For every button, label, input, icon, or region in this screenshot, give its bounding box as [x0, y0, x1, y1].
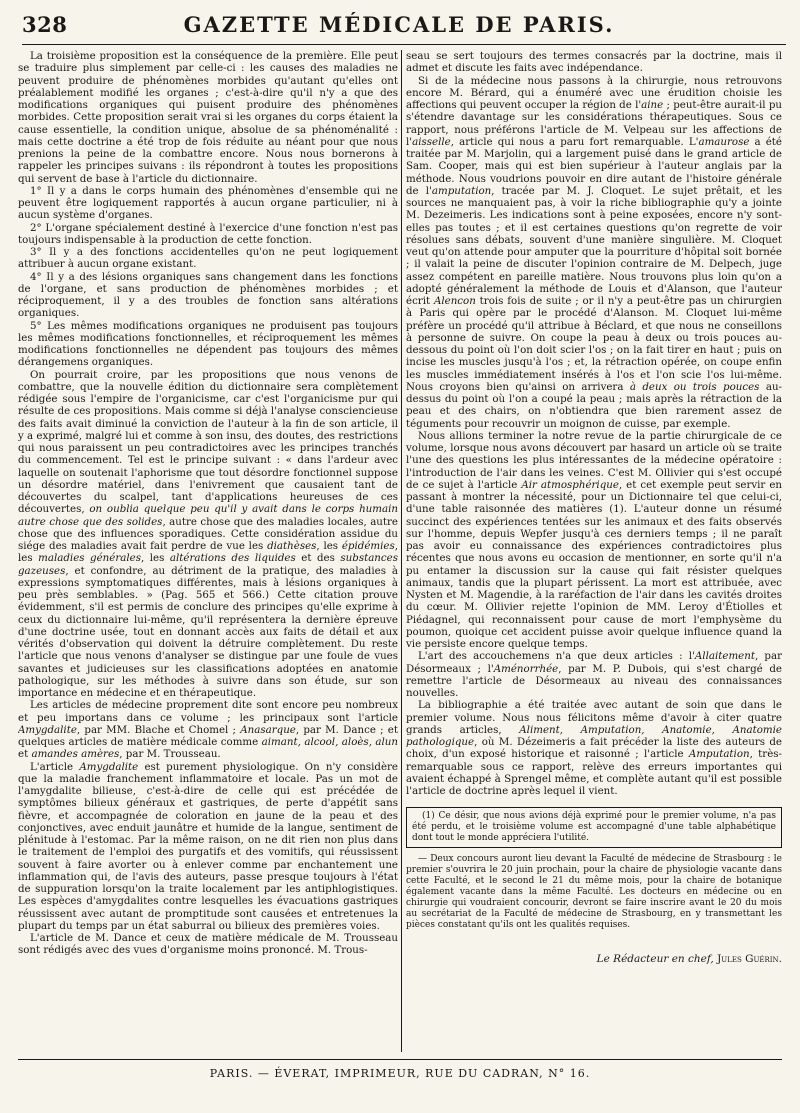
signature-name: Jules Guérin. — [717, 953, 782, 966]
announcement — [406, 854, 782, 931]
italic-run: on oublia quelque peu qu'il y avait dans le corps humain autre chose que des solides — [18, 503, 398, 528]
text-run: , article qui nous a paru fort remarquable. L' — [450, 135, 699, 148]
text-run: Les articles de médecine proprement dite sont encore peu nombreux et peu importans dans ce volume ; les principaux sont l'article — [18, 699, 398, 724]
italic-run: Amygdalite — [79, 760, 139, 773]
text-run: , par MM. Blache et Chomel ; — [76, 723, 241, 736]
text-run: ; peut-être aurait-il pu s'étendre davantage sur les considérations thérapeutiques. Sous ce rapport, nous préférons l'article de M. Velpeau sur les affections de l' — [406, 99, 782, 148]
text-run: La bibliographie a été traitée avec autant de soin que dans le premier volume. Nous nous félicitons même d'avoir à citer quatre grands articles, — [406, 699, 782, 736]
announcement-text: — Deux concours auront lieu devant la Faculté de médecine de Strasbourg : le premier s'ouvrira le 20 juin prochain, pour la chaire de physiologie vacante dans cette Faculté, et le second le 21 du même mois, pour la chaire de botanique également vacante dans la même Faculté. Les docteurs en médecine ou en chirurgie qui voudraient concourir, devront se faire inscrire avant le 20 du mois au secrétariat de la Faculté de médecine de Strasbourg, en y transmettant les pièces constatant qu'ils ont les qualités requises. — [406, 854, 782, 931]
text-run: est purement physiologique. On n'y considère que la maladie franchement inflammatoire et locale. Pas un mot de l'amygdalite bilieuse, c'est-à-dire de celle qui est précédée de symptômes bilieux généraux et gastriques, de perte d'appétit sans fièvre, et accompagnée de coloration en jaune de la peau et des conjonctives, avec enduit jaunâtre et humide de la langue, sentiment de plénitude à l'estomac. Par la même raison, on ne dit rien non plus dans le traitement de l'emploi des purgatifs et des vomitifs, qui réussissent souvent à faire avorter ou à enlever comme par enchantement une inflammation qui, de l'avis des auteurs, passe presque toujours à l'état de suppuration lorsqu'on la traite localement par les antiphlogistiques. Les espèces d'amygdalites contre lesquelles les évacuations gastriques réussissent avec autant de promptitude sont causées et entretenues la plupart du temps par un état saburral ou bilieux des premières voies. — [18, 760, 398, 932]
text-run: , les — [316, 540, 342, 552]
italic-run: Allaitement — [694, 650, 755, 663]
italic-run: Aménorrhée — [493, 662, 559, 675]
text-run: , par M. Dance ; et quelques articles de matière médicale comme — [18, 723, 398, 748]
paragraph — [406, 75, 782, 430]
text-run: , et cet exemple peut servir en passant à montrer la nécessité, pour un Dictionnaire tel que celui-ci, d'une table raisonnée des matières (1). L'auteur donne un résumé succinct des expériences tentées sur les animaux et des faits observés sur l'homme, depuis Wepfer jusqu'à ces derniers temps ; il ne paraît pas avoir eu connaissance des expériences contradictoires plus récentes que nous avons eu occasion de mentionner, en sorte qu'il n'a pu entamer la discussion sur la cause qui fait résister quelques animaux, tandis que la plupart périssent. La mort est attribuée, avec Nysten et M. Magendie, à la raréfaction de l'air dans les cavités droites du cœur. M. Ollivier rejette l'opinion de MM. Leroy d'Étiolles et Piédagnel, qui reconnaissent pour cause de mort l'emphysème du poumon, quoique cet accident puisse avoir quelque influence quand la vie persiste encore quelque temps. — [406, 478, 782, 650]
italic-run: maladies générales — [38, 552, 141, 565]
italic-run: Alencon — [433, 295, 476, 307]
journal-title: GAZETTE MÉDICALE DE PARIS. — [183, 12, 615, 37]
italic-run: Amygdalite — [18, 723, 77, 736]
paragraph: 5° Les mêmes modifications organiques ne produisent pas toujours les mêmes modifications fonctionnelles, et réciproquement les mêmes modifications fonctionnelles ne dépendent pas toujours des mêmes dérangemens organiques. — [18, 319, 398, 369]
text-run: L'art des accouchemens n'a que deux articles : l' — [418, 650, 695, 663]
italic-run: à deux ou trois pouces — [629, 380, 760, 393]
text-run: On pourrait croire, par les propositions que nous venons de combattre, que la nouvelle édition du dictionnaire sera complètement rédigée sous l'empire de l'organicisme, car c'est l'organicisme pur qui résulte de ces propositions. Mais comme si déjà l'analyse consciencieuse des faits avait diminué la conviction de l'auteur à la fin de son article, il y a exprimé, malgré lui et comme à son insu, des doutes, des restrictions qui nous paraissent un peu contradictoires avec les principes tranchés du commencement. Tel est le principe suivant : « dans l'ardeur avec laquelle on soutenait l'aphorisme que tout désordre fonctionnel suppose un désordre matériel, dans l'enivrement que causaient tant de découvertes du scalpel, tant d'applications heureuses de ces découvertes, — [18, 368, 398, 516]
paragraph: 3° Il y a des fonctions accidentelles qu'on ne peut logiquement attribuer à aucun organe existant. — [18, 246, 398, 271]
left-column — [18, 50, 398, 1055]
text-run: , les — [140, 552, 170, 565]
italic-run: amaurose — [698, 135, 750, 148]
text-run: et — [18, 748, 32, 761]
text-run: , les — [18, 540, 398, 565]
paragraph — [406, 430, 782, 651]
paragraph — [406, 650, 782, 699]
footer-rule — [18, 1059, 782, 1060]
italic-run: Aliment, Amputation, Anatomie, Anatomie pathologique — [406, 723, 782, 748]
paragraph: 2° L'organe spécialement destiné à l'exercice d'une fonction n'est pas toujours indispensable à la production de cette fonction. — [18, 221, 398, 246]
signature — [406, 953, 782, 965]
text-run: , par Désormeaux ; l' — [406, 650, 782, 675]
paragraph — [406, 699, 782, 797]
italic-run: amputation — [431, 184, 492, 197]
text-run: et des — [295, 552, 341, 565]
text-run: , par M. Trousseau. — [119, 748, 221, 761]
text-run: , où M. Dézeimeris a fait précéder la liste des auteurs de choix, d'un exposé historique et raisonné ; l'article — [406, 736, 782, 761]
text-run: Si de la médecine nous passons à la chirurgie, nous retrouvons encore M. Bérard, qui a énuméré avec une érudition choisie les affections qui peuvent occuper la région de l' — [406, 74, 782, 111]
paragraph — [18, 369, 398, 700]
footnote: (1) Ce désir, que nous avions déjà exprimé pour le premier volume, n'a pas été perdu, et le troisième volume est accompagné d'une table alphabétique dont tout le monde appréciera l'utilité. — [412, 811, 776, 844]
italic-run: altérations des liquides — [169, 552, 296, 565]
italic-run: substances gazeuses — [18, 552, 398, 577]
text-run: , très-remarquable sous ce rapport, relève des erreurs importantes qui avaient échappé à Sprengel même, et complète autant qu'il est possible l'article de doctrine après lequel il vient. — [406, 748, 782, 797]
text-run: , par M. P. Dubois, qui s'est chargé de remettre l'article de Désormeaux au niveau des connaissances nouvelles. — [406, 662, 782, 699]
right-column — [406, 50, 782, 1055]
paragraph: 1° Il y a dans le corps humain des phénomènes d'ensemble qui ne peuvent être logiquement rapportés à aucun organe particulier, ni à aucun système d'organes. — [18, 184, 398, 222]
imprint: PARIS. — ÉVERAT, IMPRIMEUR, RUE DU CADRAN, N° 16. — [209, 1067, 591, 1080]
text-run: L'article — [30, 760, 80, 773]
text-run: a été traitée par M. Marjolin, qui a largement puisé dans le grand article de Sam. Cooper, mais qui est bien supérieur à l'auteur anglais par la méthode. Nous voudrions pouvoir en dire autant de l'histoire générale de l' — [406, 135, 782, 197]
paragraph: La troisième proposition est la conséquence de la première. Elle peut se traduire plus simplement par celle-ci : les causes des maladies ne peuvent produire de phénomènes morbides qu'autant qu'elles ont préalablement modifié les organes ; c'est-à-dire qu'il n'y a que des modifications organiques qui puisent produire des phénomènes morbides. Cette proposition serait vrai si les organes du corps étaient la cause essentielle, la condition unique, absolue de sa phénoménalité : mais cette doctrine a été trop de fois réduite au néant pour que nous prenions la peine de la combattre encore. Nous nous bornerons à rappeler les principes suivans : ils répondront à toutes les propositions qui servent de base à l'article du dictionnaire. — [18, 50, 398, 185]
italic-run: aimant, alcool, aloès, alun — [261, 736, 398, 748]
text-run: , autre chose que des maladies locales, autre chose que des influences sporadiques. Cette considération assidue du siége des maladies avait fait perdre de vue les — [18, 515, 398, 552]
paragraph: L'article de M. Dance et ceux de matière médicale de M. Trousseau sont rédigés avec des vues d'organisme moins prononcé. M. Trous- — [18, 932, 398, 957]
italic-run: aine — [641, 99, 664, 111]
page-footer — [18, 1067, 782, 1080]
paragraph — [18, 761, 398, 933]
text-run: au-dessus du point où l'on a coupé la peau ; mais après la rétraction de la peau et des chairs, on n'obtiendra que bien rarement assez de téguments pour recouvrir un moignon de cuisse, par exemple. — [406, 380, 782, 430]
page-number: 328 — [22, 12, 68, 37]
text-run: Nous allions terminer la notre revue de la partie chirurgicale de ce volume, lorsque nous avons découvert par hasard un article où se traite l'une des questions les plus intéressantes de la médecine opératoire : l'introduction de l'air dans les veines. C'est M. Ollivier qui s'est occupé de ce sujet à l'article — [406, 429, 782, 491]
italic-run: amandes amères — [31, 748, 120, 761]
text-run: trois fois de suite ; or il n'y a peut-être pas un chirurgien à Paris qui opère par le procédé d'Alanson. M. Cloquet lui-même préfère un procédé qu'il attribue à Béclard, et que nous ne conseillons à personne de suivre. On coupe la peau à deux ou trois pouces au-dessous du point où l'on doit scier l'os ; on la fait tirer en haut ; puis on incise les muscles jusqu'à l'os ; et, la rétraction opérée, on coupe enfin les muscles immédiatement insérés à l'os et l'on scie l'os lui-même. Nous croyons bien qu'ainsi on arrivera — [406, 295, 782, 393]
italic-run: Anasarque — [240, 723, 296, 736]
italic-run: Amputation — [688, 748, 750, 761]
footnote-box — [406, 807, 782, 848]
paragraph: seau se sert toujours des termes consacrés par la doctrine, mais il admet et discute les faits avec indépendance. — [406, 50, 782, 75]
italic-run: aisselle — [412, 135, 451, 148]
italic-run: diathèses — [267, 540, 317, 552]
text-run: , et confondre, au détriment de la pratique, des maladies à expressions symptomatiques différentes, mais à lésions organiques à peu près semblables. » (Pag. 565 et 566.) Cette citation prouve évidemment, s'il est permis de conclure des principes qu'elle exprime à ceux du dictionnaire lui-même, qu'il représentera la dernière épreuve d'une doctrine usée, tout en donnant accès aux faits de détail et aux vérités d'observation qui doivent la détruire complètement. Du reste l'article que nous venons d'analyser se distingue par une foule de vues savantes et judicieuses sur les classifications adoptées en anatomie pathologique, sur les méthodes à suivre dans son étude, sur son importance en médecine et en thérapeutique. — [18, 564, 398, 699]
page-header — [12, 8, 786, 48]
italic-run: épidémies — [341, 540, 395, 552]
paragraph — [18, 699, 398, 760]
paragraph: 4° Il y a des lésions organiques sans changement dans les fonctions de l'organe, et sans production de phénomènes morbides ; et réciproquement, il y a des troubles de fonction sans altérations organiques. — [18, 270, 398, 320]
header-rule — [22, 44, 786, 45]
signature-label: Le Rédacteur en chef, — [596, 953, 714, 966]
column-divider — [401, 50, 402, 1052]
text-run: , tracée par M. J. Cloquet. Le sujet prêtait, et les sources ne manquaient pas, à voir la riche bibliographie qu'y a jointe M. Dezeimeris. Les indications sont à peine exposées, encore n'y sont-elles pas toutes ; et il est certaines questions qu'on regrette de voir résolues sans débats, souvent d'une manière singulière. M. Cloquet veut qu'on attende pour amputer que la pourriture d'hôpital soit bornée ; il valait la peine de discuter l'opinion contraire de M. Delpech, juge assez compétent en pareille matière. Nous trouvons plus loin qu'on a adopté généralement la méthode de Louis et d'Alanson, que l'auteur écrit — [406, 184, 782, 307]
italic-run: Air atmosphérique — [521, 478, 619, 491]
